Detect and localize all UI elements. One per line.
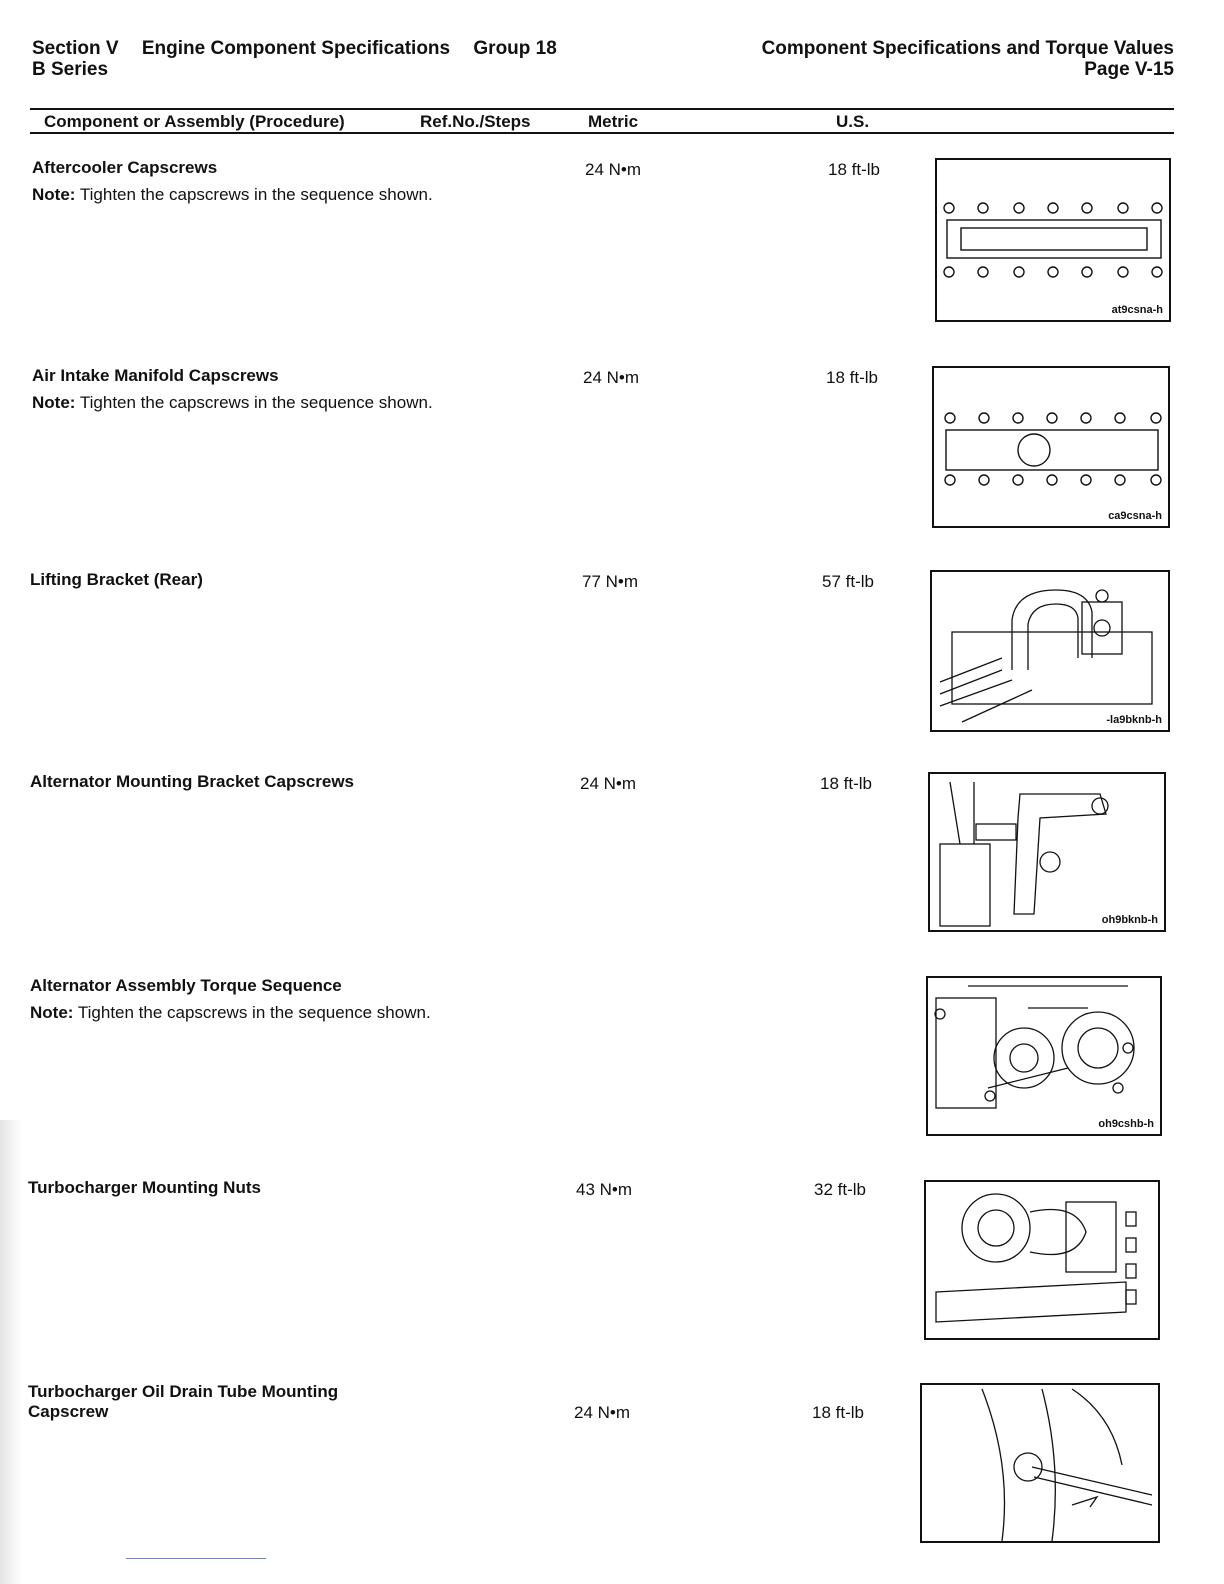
- row-note: Note: Tighten the capscrews in the sequence shown.: [32, 185, 433, 204]
- metric-value: 24 N•m: [580, 774, 637, 793]
- scan-edge-shadow: [0, 1120, 22, 1584]
- turbocharger-figure: [924, 1180, 1160, 1340]
- alternator-assembly-figure: [926, 976, 1162, 1136]
- metric-value: 24 N•m: [574, 1403, 631, 1422]
- metric-value: 43 N•m: [576, 1180, 633, 1199]
- col-us: U.S.: [836, 112, 870, 131]
- section-title: Engine Component Specifications: [141, 38, 451, 59]
- metric-value: 24 N•m: [585, 160, 642, 179]
- us-value: 32 ft-lb: [814, 1180, 866, 1199]
- us-value: 18 ft-lb: [820, 774, 872, 793]
- series-label: B Series: [32, 59, 109, 80]
- footer-mark: [126, 1558, 266, 1559]
- us-value: 57 ft-lb: [822, 572, 874, 591]
- metric-value: 24 N•m: [583, 368, 640, 387]
- header-right: [762, 38, 1174, 80]
- row-title: Turbocharger Oil Drain Tube Mounting Capscrew: [28, 1382, 339, 1421]
- us-value: 18 ft-lb: [826, 368, 878, 387]
- row-title: Lifting Bracket (Rear): [30, 570, 203, 589]
- row-title: Alternator Mounting Bracket Capscrews: [30, 772, 355, 791]
- figure-code: -la9bknb-h: [1106, 714, 1162, 726]
- oil-drain-figure: [920, 1383, 1160, 1543]
- section-label: Section V: [32, 38, 119, 59]
- alternator-bracket-figure: [928, 772, 1166, 932]
- row-title: Aftercooler Capscrews: [32, 158, 218, 177]
- row-title: Alternator Assembly Torque Sequence: [30, 976, 342, 995]
- group-label: Group 18: [473, 38, 557, 59]
- us-value: 18 ft-lb: [828, 160, 880, 179]
- figure-code: oh9cshb-h: [1098, 1118, 1154, 1130]
- row-note: Note: Tighten the capscrews in the sequence shown.: [32, 393, 433, 412]
- figure-code: ca9csna-h: [1108, 510, 1162, 522]
- lifting-bracket-figure: [930, 570, 1170, 732]
- right-title: Component Specifications and Torque Values: [761, 38, 1174, 59]
- col-ref: Ref.No./Steps: [420, 112, 531, 131]
- figure-code: oh9bknb-h: [1101, 914, 1158, 926]
- metric-value: 77 N•m: [582, 572, 639, 591]
- col-component: Component or Assembly (Procedure): [44, 112, 345, 131]
- manifold-figure: [932, 366, 1170, 528]
- aftercooler-figure: [935, 158, 1171, 322]
- header-left: [32, 38, 575, 80]
- row-title: Turbocharger Mounting Nuts: [28, 1178, 261, 1197]
- figure-code: at9csna-h: [1111, 304, 1163, 316]
- row-title: Air Intake Manifold Capscrews: [32, 366, 279, 385]
- row-note: Note: Tighten the capscrews in the sequence shown.: [30, 1003, 431, 1022]
- header-rule: [30, 132, 1174, 134]
- top-rule: [30, 108, 1174, 110]
- us-value: 18 ft-lb: [812, 1403, 864, 1422]
- col-metric: Metric: [588, 112, 639, 131]
- page-number: Page V-15: [1084, 59, 1174, 80]
